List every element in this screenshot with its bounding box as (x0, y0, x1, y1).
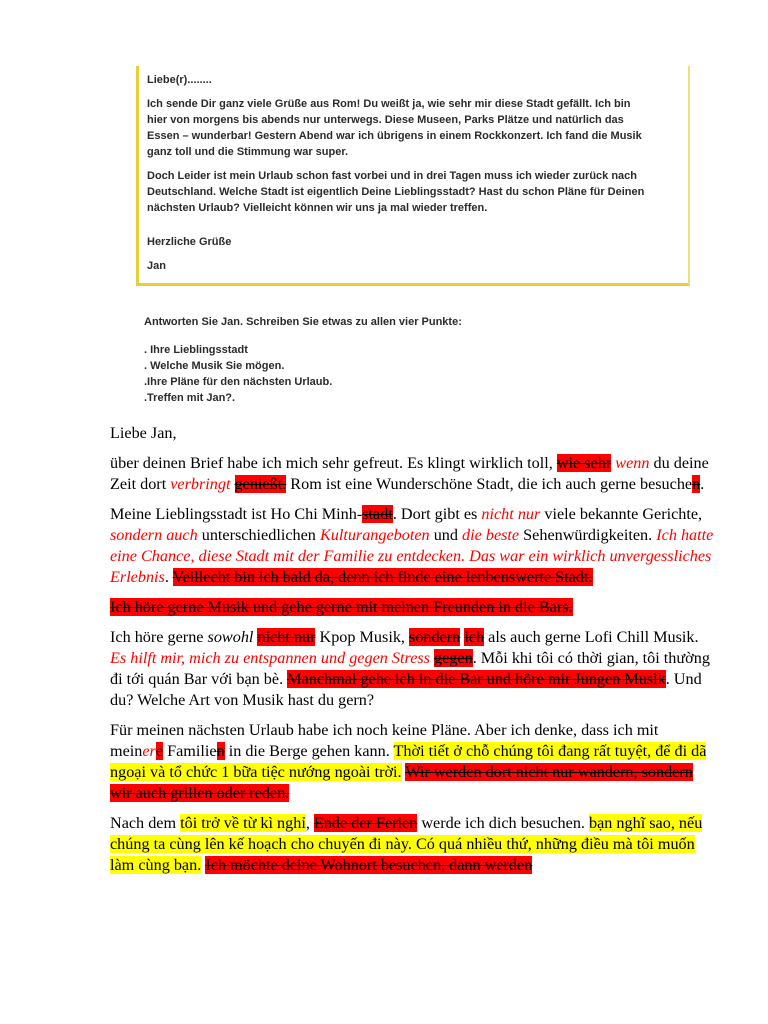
text-run: du deine Zeit dort (110, 454, 709, 493)
text-run: . Dort gibt es (392, 505, 482, 523)
text-run: Nach dem (110, 814, 181, 832)
deletion-mark: Ich möchte deine Wohnort besuchen, dann werden (205, 856, 533, 874)
deletion-mark: genießt. (234, 475, 287, 493)
insertion-mark: er (142, 742, 156, 760)
letter-line: ganz toll und die Stimmung war super. (147, 146, 349, 158)
insertion-mark: die beste (462, 526, 520, 544)
text-run: Rom ist eine Wunderschöne Stadt, die ich auch gerne besuche (286, 475, 693, 493)
text-run: , (305, 814, 314, 832)
letter-greeting: Liebe(r)........ (147, 74, 212, 86)
deletion-mark: wie sehr (556, 454, 612, 472)
deletion-mark: n (692, 475, 701, 493)
letter-line: Doch Leider ist mein Urlaub schon fast vorbei und in drei Tagen muss ich wieder zurück nach (147, 170, 638, 182)
deletion-mark: stadt (362, 505, 393, 523)
text-run: . Mỗi khi tôi có thời gian, tôi thường đi tới quán Bar với bạn bè. (110, 649, 710, 688)
insertion-mark: wenn (615, 454, 650, 472)
essay-paragraph (110, 597, 714, 618)
text-run: und (429, 526, 463, 544)
deletion-mark: Manchmal gehe ich in die Bar und höre mir Jungen Musik (287, 670, 666, 688)
text-run: werde ich dich besuchen. (417, 814, 590, 832)
letter-closing: Herzliche Grüße (147, 236, 232, 248)
letter-line: nächsten Urlaub? Vielleicht können wir uns ja mal wieder treffen. (147, 202, 488, 214)
deletion-mark: Ich höre gerne Musik und gehe gerne mit meinen Freunden in die Bars. (110, 598, 573, 616)
deletion-mark: Wir werden dort nicht nur wandern, sondern wir auch grillen oder reden. (110, 763, 693, 802)
task-block (144, 314, 684, 406)
highlight-mark: bạn nghĩ sao, nếu chúng ta cùng lên kế hoạch cho chuyến đi này. Có quá nhiều thứ, những điều mà tôi muốn làm cùng bạn. (110, 814, 703, 874)
text-run: . Und du? Welche Art von Musik hast du gern? (110, 670, 702, 709)
essay-paragraph (110, 504, 714, 588)
text-run: Kpop Musik, (315, 628, 410, 646)
insertion-mark: Es hilft mir, mich zu entspannen und gegen Stress (110, 649, 430, 667)
emphasis-text: sowohl (207, 628, 254, 646)
task-point: . Ihre Lieblingsstadt (144, 344, 248, 356)
text-run: Familie (163, 742, 217, 760)
deletion-mark: nicht nur (257, 628, 316, 646)
task-point: .Treffen mit Jan?. (144, 392, 236, 404)
insertion-mark: nicht nur (481, 505, 541, 523)
letter-line: hier von morgens bis abends nur unterwegs. Diese Museen, Parks Plätze und natürlich das (147, 114, 624, 126)
essay-paragraph (110, 627, 714, 711)
task-point: . Welche Musik Sie mögen. (144, 360, 285, 372)
essay-paragraph (110, 453, 714, 495)
text-run: über deinen Brief habe ich mich sehr gefreut. Es klingt wirklich toll, (110, 454, 557, 472)
letter-screenshot (130, 62, 696, 412)
text-run: in die Berge gehen kann. (224, 742, 394, 760)
essay-body (110, 423, 714, 885)
letter-signature: Jan (147, 260, 166, 272)
essay-paragraph (110, 813, 714, 876)
task-instruction: Antworten Sie Jan. Schreiben Sie etwas zu allen vier Punkte: (144, 316, 462, 328)
highlight-mark: Thời tiết ở chỗ chúng tôi đang rất tuyệt, để đi dã ngoại và tổ chức 1 bữa tiệc nướng ngoài trời. (110, 742, 707, 781)
text-run: Sehenwürdigkeiten. (519, 526, 657, 544)
insertion-mark: sondern auch (110, 526, 198, 544)
text-run: . (164, 568, 173, 586)
text-run: viele bekannte Gerichte, (540, 505, 703, 523)
text-run: unterschiedlichen (197, 526, 320, 544)
text-run (231, 475, 235, 493)
task-point: .Ihre Pläne für den nächsten Urlaub. (144, 376, 333, 388)
deletion-mark: Ende der Ferien (313, 814, 418, 832)
insertion-mark: Ich hatte eine Chance, diese Stadt mit der Familie zu entdecken. Das war ein wirklich unvergessliches Erlebnis (110, 526, 714, 586)
letter-line: Essen – wunderbar! Gestern Abend war ich übrigens in einem Rockkonzert. Ich fand die Musik (147, 130, 642, 142)
deletion-mark: n (216, 742, 225, 760)
insertion-mark: verbringt (170, 475, 231, 493)
deletion-mark: ich (464, 628, 485, 646)
letter-line: Ich sende Dir ganz viele Grüße aus Rom! Du weißt ja, wie sehr mir diese Stadt gefällt. Ich bin (147, 98, 631, 110)
insertion-mark: Kulturangeboten (319, 526, 430, 544)
letter-box (136, 66, 690, 286)
highlight-mark: tôi trở về từ kì nghỉ (180, 814, 306, 832)
text-run: Meine Lieblingsstadt ist Ho Chi Minh- (110, 505, 363, 523)
text-run: . (700, 475, 705, 493)
letter-line: Deutschland. Welche Stadt ist eigentlich Deine Lieblingsstadt? Hast du schon Pläne für Deinen (147, 186, 645, 198)
text-run: Für meinen nächsten Urlaub habe ich noch keine Pläne. Aber ich denke, dass ich mit mein (110, 721, 659, 760)
text-run: als auch gerne Lofi Chill Musik. (484, 628, 699, 646)
essay-salutation: Liebe Jan, (110, 424, 177, 442)
deletion-mark: sondern (409, 628, 461, 646)
essay-paragraph (110, 720, 714, 804)
deletion-mark: gegen (434, 649, 473, 667)
deletion-mark: e (155, 742, 164, 760)
deletion-mark: Veillecht bin ich bald da, denn ich finde eine lenbenswerte Stadt. (172, 568, 593, 586)
text-run: Ich höre gerne (110, 628, 208, 646)
